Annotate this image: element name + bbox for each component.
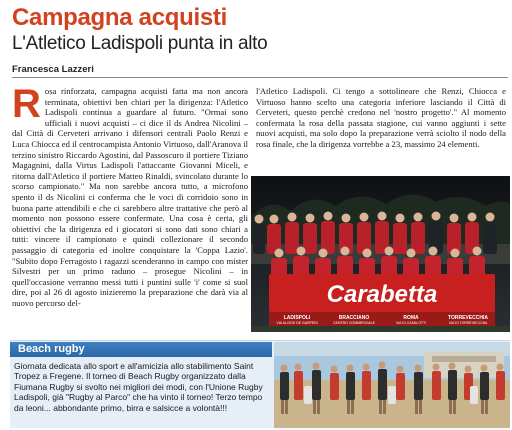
article-column-left [12,86,248,342]
board-4-subtitle: VIA DI TORREVECCHIA [448,321,488,325]
board-2-title: BRACCIANO [338,315,370,321]
article-text-right: l'Atletico Ladispoli. Ci tengo a sottolineare che Renzi, Chiocca e Virtuoso hanno scelto una categoria inferiore lasciando il Città di Cerveteri, questo perchè credono nel 'nostro progetto'." Al momento confermata la rosa della passata stagione, cui vanno aggiunti i sette nuovi acquisti, ma solo dopo la preparazione verrà sciolto il nodo della rosa finale, che la dirigenza vorrebbe a 23, massimo 24 elementi. [256,86,506,149]
drop-cap: R [12,86,41,126]
board-4-title: TORREVECCHIA [448,315,488,321]
beach-photo [274,342,510,428]
team-photo [251,176,510,332]
banner-brand-text: Carabetta [326,281,438,308]
board-2-subtitle: CENTRO COMMERCIALE [333,321,375,325]
article-column-right [256,86,506,174]
headline: Campagna acquisti [12,4,227,31]
team-photo-image [251,176,510,332]
beach-rugby-title: Beach rugby [10,342,272,357]
board-1-subtitle: VIA ALCIDE DE GASPERI [276,321,318,325]
article-text-left: osa rinforzata, campagna acquisti fatta ma non ancora terminata, obiettivi ben chiari per la dirigenza: l'Atletico Ladispoli continua a guardare al futuro. "Ormai sono ufficiali i nuovi acquisti – ci dice il ds Andrea Nicolini – dal Città di Cerveteri arrivano i difensori centrali Paolo Renzi e Luca Chiocca ed il centrocampista Antonio Virtuoso, dall'Aranova il terzino sinistro Riccardo Agostini, dal Passoscuro il portiere Tiziano Magagnini, dalla Virtus Ladispoli l'attaccante Giovanni Miceli, e ritorna dall'Atletico il portiere Matteo Rinaldi, svincolato durante lo scorso campionato." Ma non sarebbe ancora tutto, a microfono spento il ds Nicolini ci conferma che le voci di corridoio sono in buona parte attendibili e che ci sarebbero altre trattative che però al momento non possono essere confermate. Una cosa è certa, gli obiettivi che la dirigenza ed i giocatori si sono dati sono chiari a tutti: vincere il campionato e quindi collezionare il secondo passaggio di categoria ed inoltre conquistare la 'Coppa Lazio'. "Subito dopo Ferragosto i ragazzi scenderanno in campo con mister Silvestri per un primo raduno – prosegue Nicolini – in quell'occasione verranno messi tutti i puntini sulle 'i' come si suol dire, poi al 26 di agosto inizieremo la preparazione che darà via al nuovo percorso del- [12,86,248,308]
board-1-title: LADISPOLI [283,315,311,321]
beach-rugby-text: Giornata dedicata allo sport e all'amicizia allo stabilimento Saint Tropez a Fregene. Il torneo di Beach Rugby organizzato dalla Fiumana Rugby si svolto nei migliori dei modi, con l'Unione Rugby Ladispoli, già "Rugby al Parco" che ha vinto il torneo! Terzo tempo da leoni... abbondante primo, birra e salsicce a volontà!!! [14,361,263,413]
board-3-subtitle: VIA DI CASALOTTI [395,321,427,325]
divider-rule [12,77,508,78]
author-byline: Francesca Lazzeri [12,64,94,75]
subheadline: L'Atletico Ladispoli punta in alto [12,33,268,54]
board-3-title: ROMA [403,315,419,321]
beach-photo-image [274,342,510,428]
